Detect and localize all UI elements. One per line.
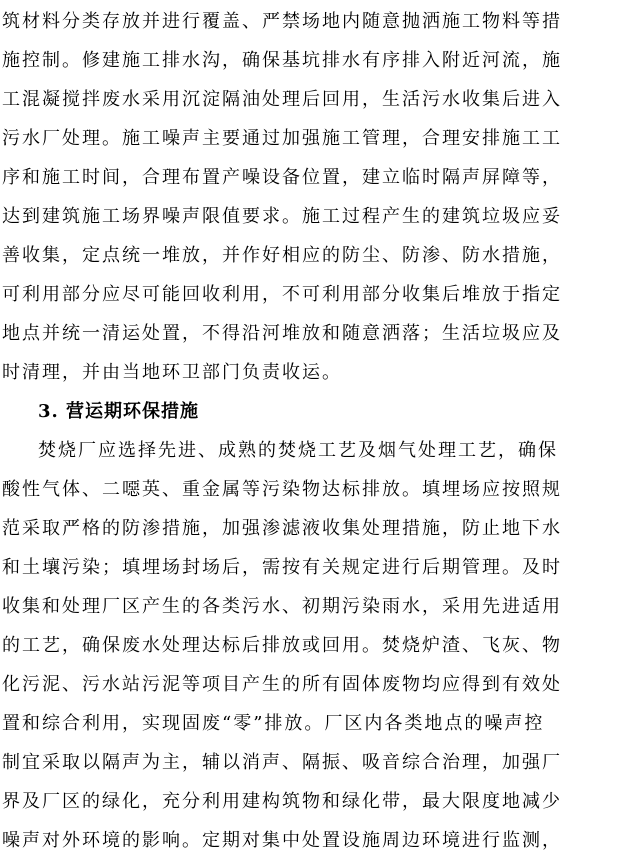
- paragraph-2-line: 的工艺，确保废水处理达标后排放或回用。焚烧炉渣、飞灰、物: [2, 635, 562, 656]
- paragraph-1-line: 工混凝搅拌废水采用沉淀隔油处理后回用，生活污水收集后进入: [2, 89, 562, 110]
- section-heading: 3. 营运期环保措施: [38, 401, 200, 422]
- paragraph-2-line: 噪声对外环境的影响。定期对集中处置设施周边环境进行监测，: [2, 830, 562, 851]
- paragraph-1-line: 善收集，定点统一堆放，并作好相应的防尘、防渗、防水措施，: [2, 245, 562, 266]
- paragraph-2-line: 范采取严格的防渗措施，加强渗滤液收集处理措施，防止地下水: [2, 518, 562, 539]
- paragraph-2-line: 焚烧厂应选择先进、成熟的焚烧工艺及烟气处理工艺，确保: [38, 440, 558, 461]
- paragraph-2-line: 置和综合利用，实现固废“零”排放。厂区内各类地点的噪声控: [2, 713, 545, 734]
- paragraph-2-line: 界及厂区的绿化，充分利用建构筑物和绿化带，最大限度地减少: [2, 791, 562, 812]
- paragraph-1-line: 达到建筑施工场界噪声限值要求。施工过程产生的建筑垃圾应妥: [2, 206, 562, 227]
- paragraph-2-line: 制宜采取以隔声为主，辅以消声、隔振、吸音综合治理，加强厂: [2, 752, 562, 773]
- paragraph-1-line: 施控制。修建施工排水沟，确保基坑排水有序排入附近河流，施: [2, 50, 562, 71]
- paragraph-1-line: 污水厂处理。施工噪声主要通过加强施工管理，合理安排施工工: [2, 128, 562, 149]
- paragraph-1-line: 序和施工时间，合理布置产噪设备位置，建立临时隔声屏障等，: [2, 167, 562, 188]
- paragraph-2-line: 收集和处理厂区产生的各类污水、初期污染雨水，采用先进适用: [2, 596, 562, 617]
- paragraph-1-line: 筑材料分类存放并进行覆盖、严禁场地内随意抛洒施工物料等措: [2, 11, 562, 32]
- paragraph-1-line: 时清理，并由当地环卫部门负责收运。: [2, 362, 342, 383]
- paragraph-2-line: 和土壤污染；填埋场封场后，需按有关规定进行后期管理。及时: [2, 557, 562, 578]
- paragraph-2-line: 化污泥、污水站污泥等项目产生的所有固体废物均应得到有效处: [2, 674, 562, 695]
- paragraph-1-line: 可利用部分应尽可能回收利用，不可利用部分收集后堆放于指定: [2, 284, 562, 305]
- paragraph-1-line: 地点并统一清运处置，不得沿河堆放和随意洒落；生活垃圾应及: [2, 323, 562, 344]
- paragraph-2-line: 酸性气体、二噁英、重金属等污染物达标排放。填埋场应按照规: [2, 479, 562, 500]
